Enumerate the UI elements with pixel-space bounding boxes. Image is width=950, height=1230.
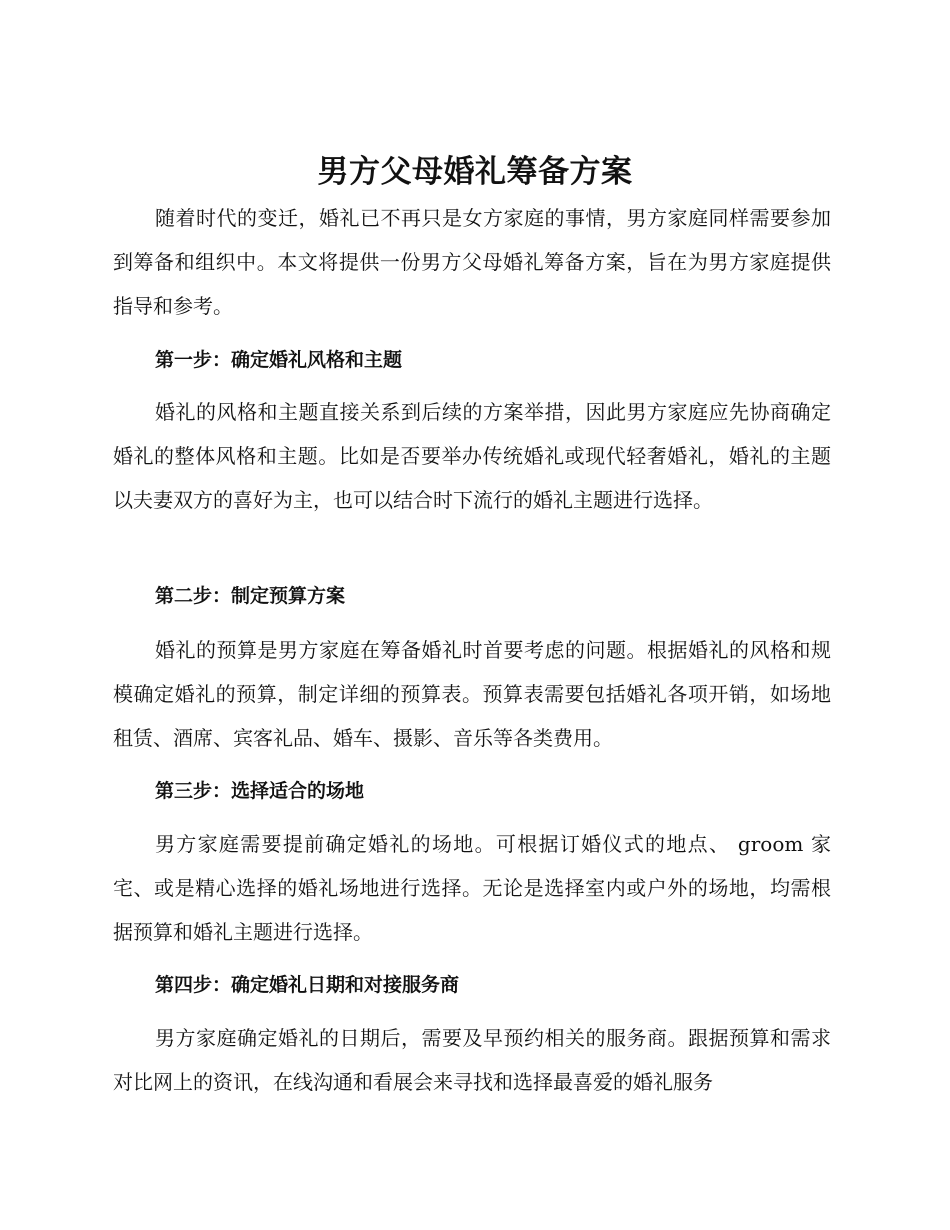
section-3-body: 男方家庭需要提前确定婚礼的场地。可根据订婚仪式的地点、 groom 家宅、或是精心选择的婚礼场地进行选择。无论是选择室内或户外的场地，均需根据预算和婚礼主题进行选择。	[113, 832, 831, 944]
intro-paragraph: 随着时代的变迁，婚礼已不再只是女方家庭的事情，男方家庭同样需要参加到筹备和组织中。本文将提供一份男方父母婚礼筹备方案，旨在为男方家庭提供指导和参考。	[113, 206, 831, 318]
section-4-body: 男方家庭确定婚礼的日期后，需要及早预约相关的服务商。跟据预算和需求对比网上的资讯，在线沟通和看展会来寻找和选择最喜爱的婚礼服务	[113, 1026, 831, 1094]
page-title: 男方父母婚礼筹备方案	[317, 154, 633, 190]
section-2-heading: 第二步：制定预算方案	[155, 585, 346, 607]
section-4-heading: 第四步：确定婚礼日期和对接服务商	[155, 974, 460, 996]
section-2-body: 婚礼的预算是男方家庭在筹备婚礼时首要考虑的问题。根据婚礼的风格和规模确定婚礼的预算，制定详细的预算表。预算表需要包括婚礼各项开销，如场地租赁、酒席、宾客礼品、婚车、摄影、音乐等各类费用。	[113, 638, 831, 750]
section-3-heading: 第三步：选择适合的场地	[155, 780, 365, 802]
section-1-body: 婚礼的风格和主题直接关系到后续的方案举措，因此男方家庭应先协商确定婚礼的整体风格和主题。比如是否要举办传统婚礼或现代轻奢婚礼，婚礼的主题以夫妻双方的喜好为主，也可以结合时下流行的婚礼主题进行选择。	[113, 400, 831, 512]
section-1-heading: 第一步：确定婚礼风格和主题	[155, 349, 403, 371]
